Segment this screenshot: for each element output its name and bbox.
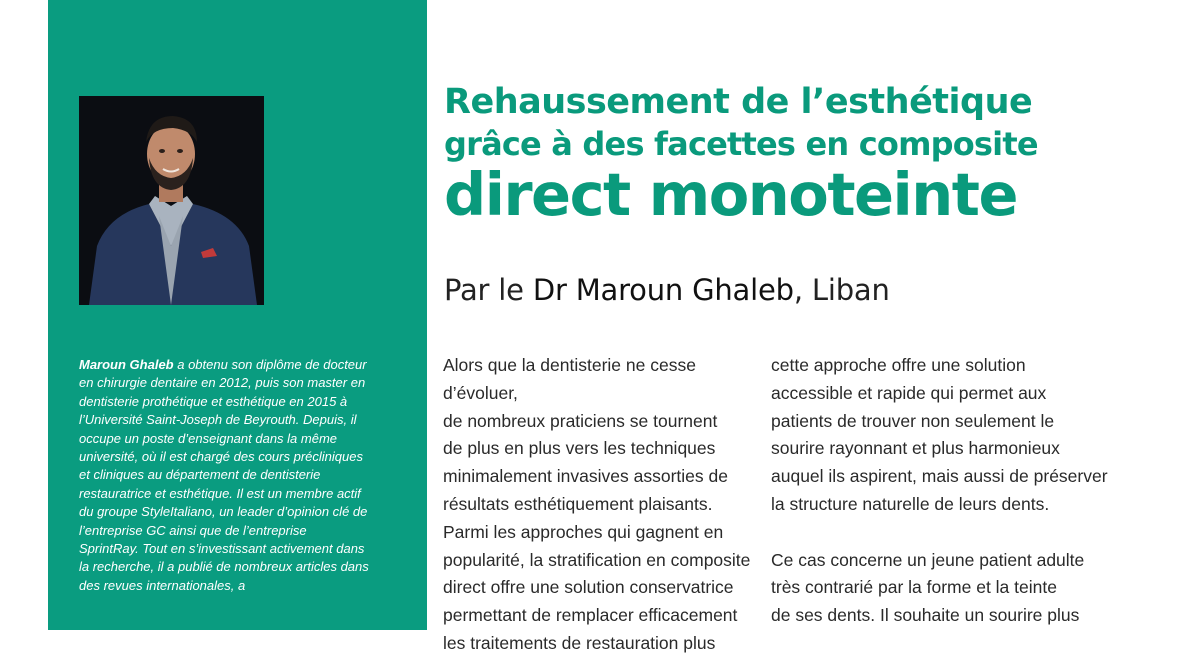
author-bio (79, 356, 369, 595)
title-line-3: direct monoteinte (444, 160, 1017, 229)
title-line-2: grâce à des facettes en composite (444, 125, 1038, 163)
author-photo (79, 96, 264, 305)
body-column-1 (443, 352, 773, 658)
byline-prefix: Par le (444, 273, 533, 307)
title-line-1: Rehaussement de l’esthétique (444, 82, 1033, 122)
byline-suffix: , Liban (793, 273, 890, 307)
byline (444, 273, 1184, 307)
article-title (444, 80, 1184, 229)
body-paragraph: Alors que la dentisterie ne cesse d’évoluer, de nombreux praticiens se tournent de plus en plus vers les techniques minimalement invasives assorties de résultats esthétiquement plaisants. Parmi les approches qui gagnent en popularité, la stratification en composite direct offre une solution conservatrice permettant de remplacer efficacement les traitements de restauration plus (443, 355, 751, 653)
body-paragraph: Ce cas concerne un jeune patient adulte très contrarié par la forme et la teinte de ses dents. Il souhaite un sourire plus (771, 549, 1085, 626)
bio-author-name: Maroun Ghaleb (79, 357, 174, 372)
body-column-2 (771, 352, 1151, 630)
body-paragraph: cette approche offre une solution accessible et rapide qui permet aux patients de trouver non seulement le sourire rayonnant et plus harmonieux auquel ils aspirent, mais aussi de préserver la structure naturelle de leurs dents. (771, 355, 1108, 514)
byline-author: Dr Maroun Ghaleb (532, 273, 794, 307)
bio-text: a obtenu son diplôme de docteur en chirurgie dentaire en 2012, puis son master en dentisterie prothétique et esthétique en 2015 à l’Université Saint-Joseph de Beyrouth. Depuis, il occupe un poste d’enseignant dans la même université, où il est chargé des cours précliniques et cliniques au département de dentisterie restauratrice et esthétique. Il est un membre actif du groupe StyleItaliano, un leader d’opinion clé de l’entreprise GC ainsi que de l’entreprise SprintRay. Tout en s’investissant activement dans la recherche, il a publié de nombreux articles dans des revues internationales, a (79, 357, 369, 593)
